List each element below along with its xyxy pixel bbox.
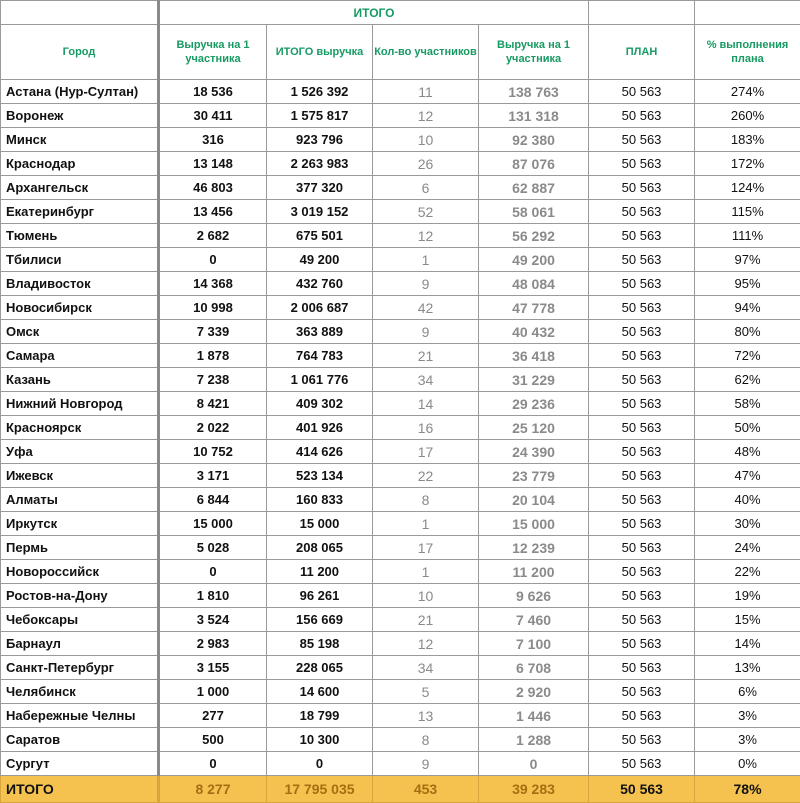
pct-cell: 97% — [695, 248, 800, 272]
col-header-total-rev: ИТОГО выручка — [267, 25, 373, 80]
total-revenue-cell: 2 006 687 — [267, 296, 373, 320]
table-row — [1, 608, 800, 632]
count-cell: 22 — [373, 464, 479, 488]
city-cell: Самара — [1, 344, 159, 368]
rev-per-cell: 10 998 — [159, 296, 267, 320]
total-revenue-cell: 0 — [267, 752, 373, 776]
table-row — [1, 296, 800, 320]
pct-cell: 3% — [695, 704, 800, 728]
col-header-rev-per-2: Выручка на 1 участника — [479, 25, 589, 80]
total-revenue-cell: 85 198 — [267, 632, 373, 656]
rev-per-cell: 277 — [159, 704, 267, 728]
table-row — [1, 704, 800, 728]
rev-per-cell: 18 536 — [159, 80, 267, 104]
city-cell: Сургут — [1, 752, 159, 776]
pct-cell: 80% — [695, 320, 800, 344]
pct-cell: 260% — [695, 104, 800, 128]
table-row — [1, 440, 800, 464]
total-revenue-cell: 228 065 — [267, 656, 373, 680]
total-revenue-cell: 96 261 — [267, 584, 373, 608]
plan-cell: 50 563 — [589, 416, 695, 440]
total-row — [1, 776, 800, 803]
count-cell: 17 — [373, 536, 479, 560]
city-cell: Тбилиси — [1, 248, 159, 272]
total-rev-per: 8 277 — [159, 776, 267, 803]
count-cell: 14 — [373, 392, 479, 416]
table-row — [1, 536, 800, 560]
total-revenue-cell: 1 526 392 — [267, 80, 373, 104]
city-cell: Нижний Новгород — [1, 392, 159, 416]
total-revenue-cell: 156 669 — [267, 608, 373, 632]
city-cell: Воронеж — [1, 104, 159, 128]
city-cell: Уфа — [1, 440, 159, 464]
count-cell: 8 — [373, 488, 479, 512]
city-cell: Екатеринбург — [1, 200, 159, 224]
total-revenue-cell: 523 134 — [267, 464, 373, 488]
city-cell: Пермь — [1, 536, 159, 560]
total-revenue-cell: 11 200 — [267, 560, 373, 584]
table-row — [1, 416, 800, 440]
rev-per-2-cell: 20 104 — [479, 488, 589, 512]
count-cell: 1 — [373, 560, 479, 584]
plan-cell: 50 563 — [589, 224, 695, 248]
total-revenue-cell: 14 600 — [267, 680, 373, 704]
count-cell: 1 — [373, 248, 479, 272]
count-cell: 9 — [373, 320, 479, 344]
plan-cell: 50 563 — [589, 248, 695, 272]
plan-cell: 50 563 — [589, 152, 695, 176]
rev-per-2-cell: 1 288 — [479, 728, 589, 752]
rev-per-2-cell: 58 061 — [479, 200, 589, 224]
total-revenue: 17 795 035 — [267, 776, 373, 803]
count-cell: 11 — [373, 80, 479, 104]
count-cell: 8 — [373, 728, 479, 752]
table-row — [1, 656, 800, 680]
table-row — [1, 248, 800, 272]
plan-cell: 50 563 — [589, 320, 695, 344]
plan-cell: 50 563 — [589, 104, 695, 128]
table-row — [1, 104, 800, 128]
rev-per-cell: 1 878 — [159, 344, 267, 368]
city-cell: Набережные Челны — [1, 704, 159, 728]
rev-per-cell: 14 368 — [159, 272, 267, 296]
total-pct: 78% — [695, 776, 800, 803]
plan-cell: 50 563 — [589, 728, 695, 752]
total-revenue-cell: 401 926 — [267, 416, 373, 440]
city-cell: Краснодар — [1, 152, 159, 176]
rev-per-2-cell: 12 239 — [479, 536, 589, 560]
city-cell: Минск — [1, 128, 159, 152]
table-row — [1, 680, 800, 704]
rev-per-2-cell: 23 779 — [479, 464, 589, 488]
table-row — [1, 752, 800, 776]
plan-cell: 50 563 — [589, 704, 695, 728]
rev-per-2-cell: 6 708 — [479, 656, 589, 680]
col-header-pct: % выполнения плана — [695, 25, 800, 80]
plan-cell: 50 563 — [589, 752, 695, 776]
rev-per-2-cell: 62 887 — [479, 176, 589, 200]
city-cell: Новосибирск — [1, 296, 159, 320]
city-cell: Санкт-Петербург — [1, 656, 159, 680]
table-row — [1, 176, 800, 200]
plan-cell: 50 563 — [589, 176, 695, 200]
total-revenue-cell: 432 760 — [267, 272, 373, 296]
rev-per-2-cell: 49 200 — [479, 248, 589, 272]
count-cell: 34 — [373, 368, 479, 392]
rev-per-cell: 1 810 — [159, 584, 267, 608]
blank-header-cell — [695, 1, 800, 25]
count-cell: 21 — [373, 344, 479, 368]
city-cell: Омск — [1, 320, 159, 344]
city-cell: Владивосток — [1, 272, 159, 296]
count-cell: 5 — [373, 680, 479, 704]
col-header-city: Город — [1, 25, 159, 80]
pct-cell: 183% — [695, 128, 800, 152]
table-row — [1, 728, 800, 752]
total-revenue-cell: 1 061 776 — [267, 368, 373, 392]
count-cell: 34 — [373, 656, 479, 680]
count-cell: 17 — [373, 440, 479, 464]
pct-cell: 0% — [695, 752, 800, 776]
total-revenue-cell: 15 000 — [267, 512, 373, 536]
pct-cell: 94% — [695, 296, 800, 320]
rev-per-2-cell: 25 120 — [479, 416, 589, 440]
total-revenue-cell: 377 320 — [267, 176, 373, 200]
city-cell: Казань — [1, 368, 159, 392]
table-row — [1, 272, 800, 296]
table-row — [1, 224, 800, 248]
plan-cell: 50 563 — [589, 680, 695, 704]
blank-header-cell — [589, 1, 695, 25]
total-revenue-cell: 49 200 — [267, 248, 373, 272]
total-revenue-cell: 18 799 — [267, 704, 373, 728]
rev-per-cell: 7 238 — [159, 368, 267, 392]
pct-cell: 30% — [695, 512, 800, 536]
plan-cell: 50 563 — [589, 272, 695, 296]
plan-cell: 50 563 — [589, 656, 695, 680]
table-row — [1, 584, 800, 608]
rev-per-cell: 2 983 — [159, 632, 267, 656]
rev-per-cell: 3 155 — [159, 656, 267, 680]
pct-cell: 40% — [695, 488, 800, 512]
rev-per-cell: 0 — [159, 248, 267, 272]
plan-cell: 50 563 — [589, 560, 695, 584]
rev-per-cell: 500 — [159, 728, 267, 752]
city-cell: Архангельск — [1, 176, 159, 200]
pct-cell: 50% — [695, 416, 800, 440]
rev-per-cell: 6 844 — [159, 488, 267, 512]
count-cell: 12 — [373, 632, 479, 656]
total-revenue-cell: 10 300 — [267, 728, 373, 752]
city-cell: Астана (Нур-Султан) — [1, 80, 159, 104]
count-cell: 21 — [373, 608, 479, 632]
total-revenue-cell: 414 626 — [267, 440, 373, 464]
rev-per-2-cell: 138 763 — [479, 80, 589, 104]
total-plan: 50 563 — [589, 776, 695, 803]
pct-cell: 274% — [695, 80, 800, 104]
city-cell: Новороссийск — [1, 560, 159, 584]
rev-per-cell: 3 524 — [159, 608, 267, 632]
city-cell: Ростов-на-Дону — [1, 584, 159, 608]
city-cell: Барнаул — [1, 632, 159, 656]
rev-per-2-cell: 9 626 — [479, 584, 589, 608]
table-row — [1, 392, 800, 416]
table-row — [1, 320, 800, 344]
rev-per-cell: 13 456 — [159, 200, 267, 224]
total-revenue-cell: 160 833 — [267, 488, 373, 512]
plan-cell: 50 563 — [589, 440, 695, 464]
pct-cell: 3% — [695, 728, 800, 752]
rev-per-cell: 2 022 — [159, 416, 267, 440]
pct-cell: 6% — [695, 680, 800, 704]
rev-per-2-cell: 48 084 — [479, 272, 589, 296]
city-cell: Тюмень — [1, 224, 159, 248]
pct-cell: 58% — [695, 392, 800, 416]
rev-per-cell: 10 752 — [159, 440, 267, 464]
pct-cell: 48% — [695, 440, 800, 464]
table-row — [1, 560, 800, 584]
pct-cell: 47% — [695, 464, 800, 488]
plan-cell: 50 563 — [589, 488, 695, 512]
table-row — [1, 368, 800, 392]
rev-per-2-cell: 92 380 — [479, 128, 589, 152]
plan-cell: 50 563 — [589, 536, 695, 560]
total-revenue-cell: 764 783 — [267, 344, 373, 368]
rev-per-2-cell: 1 446 — [479, 704, 589, 728]
table-row — [1, 80, 800, 104]
rev-per-2-cell: 131 318 — [479, 104, 589, 128]
blank-header-cell — [1, 1, 159, 25]
rev-per-cell: 2 682 — [159, 224, 267, 248]
total-count: 453 — [373, 776, 479, 803]
col-header-count: Кол-во участников — [373, 25, 479, 80]
pct-cell: 172% — [695, 152, 800, 176]
plan-cell: 50 563 — [589, 512, 695, 536]
count-cell: 9 — [373, 272, 479, 296]
plan-cell: 50 563 — [589, 584, 695, 608]
rev-per-cell: 316 — [159, 128, 267, 152]
group-header-total: ИТОГО — [159, 1, 589, 25]
plan-cell: 50 563 — [589, 608, 695, 632]
pct-cell: 13% — [695, 656, 800, 680]
table-row — [1, 200, 800, 224]
pct-cell: 19% — [695, 584, 800, 608]
count-cell: 6 — [373, 176, 479, 200]
plan-cell: 50 563 — [589, 632, 695, 656]
pct-cell: 15% — [695, 608, 800, 632]
rev-per-2-cell: 40 432 — [479, 320, 589, 344]
rev-per-2-cell: 7 100 — [479, 632, 589, 656]
pct-cell: 62% — [695, 368, 800, 392]
rev-per-2-cell: 29 236 — [479, 392, 589, 416]
rev-per-cell: 0 — [159, 560, 267, 584]
table-row — [1, 488, 800, 512]
plan-cell: 50 563 — [589, 392, 695, 416]
rev-per-2-cell: 87 076 — [479, 152, 589, 176]
city-cell: Чебоксары — [1, 608, 159, 632]
total-revenue-cell: 675 501 — [267, 224, 373, 248]
rev-per-cell: 5 028 — [159, 536, 267, 560]
pct-cell: 95% — [695, 272, 800, 296]
total-label: ИТОГО — [1, 776, 159, 803]
plan-cell: 50 563 — [589, 128, 695, 152]
table-row — [1, 512, 800, 536]
count-cell: 10 — [373, 584, 479, 608]
city-cell: Ижевск — [1, 464, 159, 488]
rev-per-2-cell: 11 200 — [479, 560, 589, 584]
rev-per-cell: 3 171 — [159, 464, 267, 488]
rev-per-cell: 0 — [159, 752, 267, 776]
total-revenue-cell: 3 019 152 — [267, 200, 373, 224]
group-header-row — [1, 1, 800, 25]
rev-per-2-cell: 31 229 — [479, 368, 589, 392]
plan-cell: 50 563 — [589, 344, 695, 368]
count-cell: 1 — [373, 512, 479, 536]
rev-per-cell: 8 421 — [159, 392, 267, 416]
count-cell: 16 — [373, 416, 479, 440]
table-row — [1, 464, 800, 488]
column-header-row — [1, 25, 800, 80]
rev-per-2-cell: 47 778 — [479, 296, 589, 320]
total-revenue-cell: 363 889 — [267, 320, 373, 344]
rev-per-2-cell: 0 — [479, 752, 589, 776]
rev-per-2-cell: 15 000 — [479, 512, 589, 536]
col-header-rev-per: Выручка на 1 участника — [159, 25, 267, 80]
count-cell: 10 — [373, 128, 479, 152]
count-cell: 12 — [373, 224, 479, 248]
pct-cell: 111% — [695, 224, 800, 248]
count-cell: 13 — [373, 704, 479, 728]
plan-cell: 50 563 — [589, 464, 695, 488]
rev-per-2-cell: 7 460 — [479, 608, 589, 632]
pct-cell: 22% — [695, 560, 800, 584]
rev-per-cell: 30 411 — [159, 104, 267, 128]
pct-cell: 72% — [695, 344, 800, 368]
rev-per-2-cell: 56 292 — [479, 224, 589, 248]
rev-per-cell: 1 000 — [159, 680, 267, 704]
plan-cell: 50 563 — [589, 200, 695, 224]
count-cell: 12 — [373, 104, 479, 128]
table-row — [1, 128, 800, 152]
plan-cell: 50 563 — [589, 368, 695, 392]
rev-per-2-cell: 36 418 — [479, 344, 589, 368]
count-cell: 9 — [373, 752, 479, 776]
city-cell: Челябинск — [1, 680, 159, 704]
city-cell: Алматы — [1, 488, 159, 512]
pct-cell: 24% — [695, 536, 800, 560]
table-row — [1, 632, 800, 656]
rev-per-cell: 15 000 — [159, 512, 267, 536]
city-cell: Красноярск — [1, 416, 159, 440]
rev-per-cell: 7 339 — [159, 320, 267, 344]
total-revenue-cell: 208 065 — [267, 536, 373, 560]
rev-per-2-cell: 24 390 — [479, 440, 589, 464]
col-header-plan: ПЛАН — [589, 25, 695, 80]
count-cell: 42 — [373, 296, 479, 320]
pct-cell: 14% — [695, 632, 800, 656]
total-revenue-cell: 1 575 817 — [267, 104, 373, 128]
plan-cell: 50 563 — [589, 296, 695, 320]
pct-cell: 115% — [695, 200, 800, 224]
total-revenue-cell: 409 302 — [267, 392, 373, 416]
total-rev-per-2: 39 283 — [479, 776, 589, 803]
count-cell: 26 — [373, 152, 479, 176]
total-revenue-cell: 2 263 983 — [267, 152, 373, 176]
count-cell: 52 — [373, 200, 479, 224]
city-cell: Иркутск — [1, 512, 159, 536]
city-cell: Саратов — [1, 728, 159, 752]
rev-per-cell: 46 803 — [159, 176, 267, 200]
total-revenue-cell: 923 796 — [267, 128, 373, 152]
table-row — [1, 152, 800, 176]
table-row — [1, 344, 800, 368]
plan-cell: 50 563 — [589, 80, 695, 104]
pct-cell: 124% — [695, 176, 800, 200]
rev-per-2-cell: 2 920 — [479, 680, 589, 704]
rev-per-cell: 13 148 — [159, 152, 267, 176]
